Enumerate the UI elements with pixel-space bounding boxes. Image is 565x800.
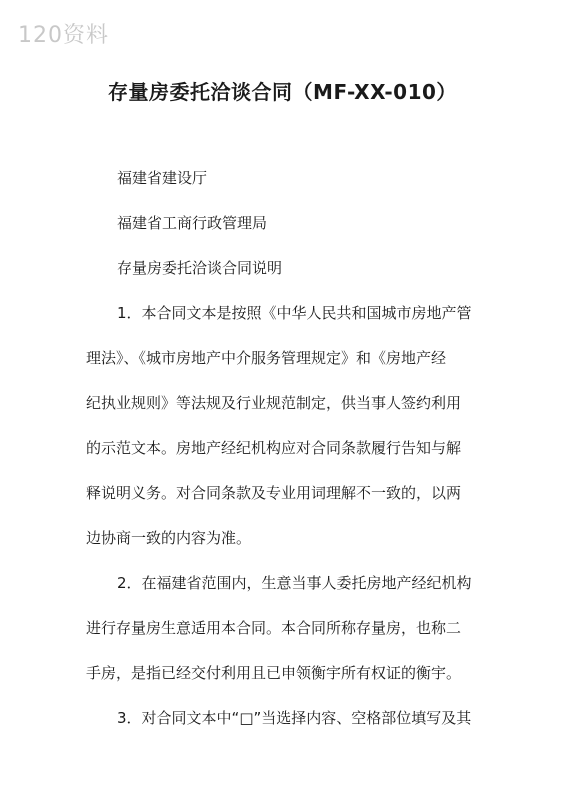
- watermark: 120资料: [18, 23, 109, 48]
- paragraph-line: 的示范文本。房地产经纪机构应对合同条款履行告知与解: [86, 439, 462, 457]
- paragraph-line: 边协商一致的内容为准。: [86, 529, 252, 547]
- heading-authority-2: 福建省工商行政管理局: [117, 214, 268, 232]
- heading-explanation: 存量房委托洽谈合同说明: [117, 259, 283, 277]
- paragraph-line: 纪执业规则》等法规及行业规范制定，供当事人签约利用: [86, 394, 462, 412]
- paragraph-line: 释说明义务。对合同条款及专业用词理解不一致的，以两: [86, 484, 462, 502]
- paragraph-line: 1．本合同文本是按照《中华人民共和国城市房地产管: [117, 304, 472, 322]
- paragraph-line: 理法》、《城市房地产中介服务管理规定》和《房地产经: [86, 349, 447, 367]
- paragraph-line: 手房，是指已经交付利用且已申领衡宇所有权证的衡宇。: [86, 664, 462, 682]
- paragraph-line: 2．在福建省范围内，生意当事人委托房地产经纪机构: [117, 574, 472, 592]
- document-title: 存量房委托洽谈合同（MF-XX-010）: [108, 80, 457, 104]
- paragraph-line: 3．对合同文本中“□”当选择内容、空格部位填写及其: [117, 709, 472, 727]
- heading-authority-1: 福建省建设厅: [117, 169, 208, 187]
- paragraph-line: 进行存量房生意适用本合同。本合同所称存量房，也称二: [86, 619, 462, 637]
